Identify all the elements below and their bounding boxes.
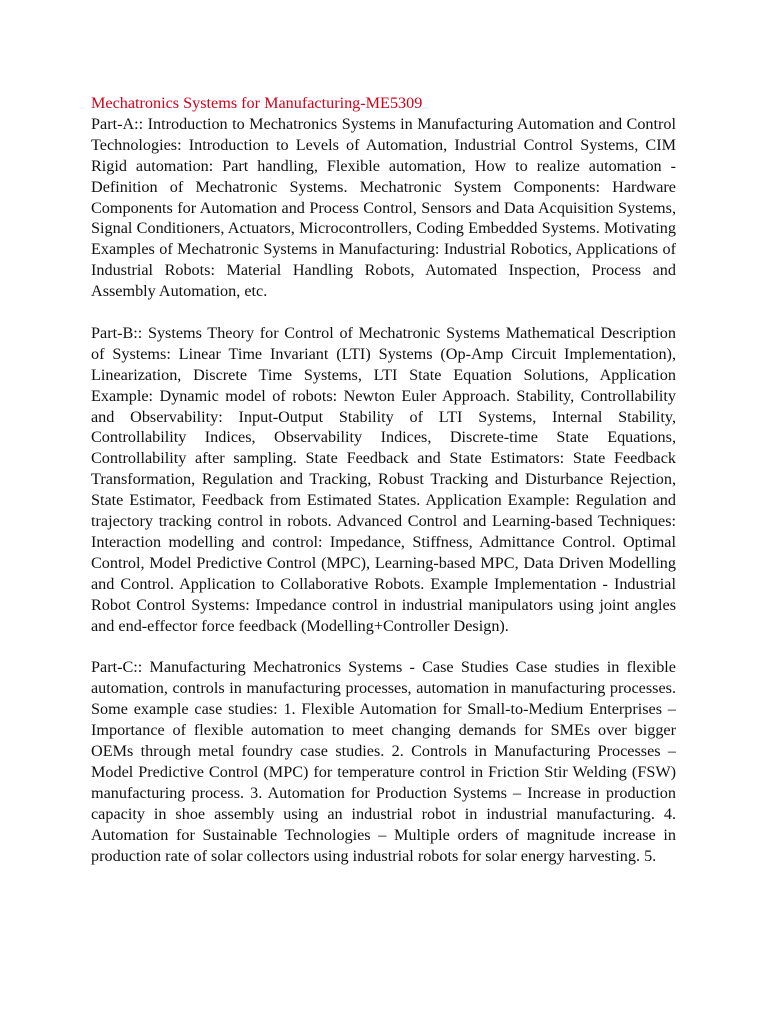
paragraph-part-a: Part-A:: Introduction to Mechatronics Systems in Manufacturing Automation and Control Technologies: Introduction to Levels of Automation, Industrial Control Systems, CIM Rigid automation: Part handling, Flexible automation, How to realize automation - Definition of Mechatronic Systems. Mechatronic System Components: Hardware Components for Automation and Process Control, Sensors and Data Acquisition Systems, Signal Conditioners, Actuators, Microcontrollers, Coding Embedded Systems. Motivating Examples of Mechatronic Systems in Manufacturing: Industrial Robotics, Applications of Industrial Robots: Material Handling Robots, Automated Inspection, Process and Assembly Automation, etc. (91, 114, 676, 301)
document-body (91, 93, 676, 866)
paragraph-part-c: Part-C:: Manufacturing Mechatronics Systems - Case Studies Case studies in flexible automation, controls in manufacturing processes, automation in manufacturing processes. Some example case studies: 1. Flexible Automation for Small-to-Medium Enterprises – Importance of flexible automation to meet changing demands for SMEs over bigger OEMs through metal foundry case studies. 2. Controls in Manufacturing Processes – Model Predictive Control (MPC) for temperature control in Friction Stir Welding (FSW) manufacturing process. 3. Automation for Production Systems – Increase in production capacity in shoe assembly using an industrial robot in industrial manufacturing. 4. Automation for Sustainable Technologies – Multiple orders of magnitude increase in production rate of solar collectors using industrial robots for solar energy harvesting. 5. (91, 658, 676, 865)
paragraph-part-b: Part-B:: Systems Theory for Control of Mechatronic Systems Mathematical Description of Systems: Linear Time Invariant (LTI) Systems (Op-Amp Circuit Implementation), Linearization, Discrete Time Systems, LTI State Equation Solutions, Application Example: Dynamic model of robots: Newton Euler Approach. Stability, Controllability and Observability: Input-Output Stability of LTI Systems, Internal Stability, Controllability Indices, Observability Indices, Discrete-time State Equations, Controllability after sampling. State Feedback and State Estimators: State Feedback Transformation, Regulation and Tracking, Robust Tracking and Disturbance Rejection, State Estimator, Feedback from Estimated States. Application Example: Regulation and trajectory tracking control in robots. Advanced Control and Learning-based Techniques: Interaction modelling and control: Impedance, Stiffness, Admittance Control. Optimal Control, Model Predictive Control (MPC), Learning-based MPC, Data Driven Modelling and Control. Application to Collaborative Robots. Example Implementation - Industrial Robot Control Systems: Impedance control in industrial manipulators using joint angles and end-effector force feedback (Modelling+Controller Design). (91, 323, 676, 635)
document-title: Mechatronics Systems for Manufacturing-ME5309 (91, 94, 423, 112)
